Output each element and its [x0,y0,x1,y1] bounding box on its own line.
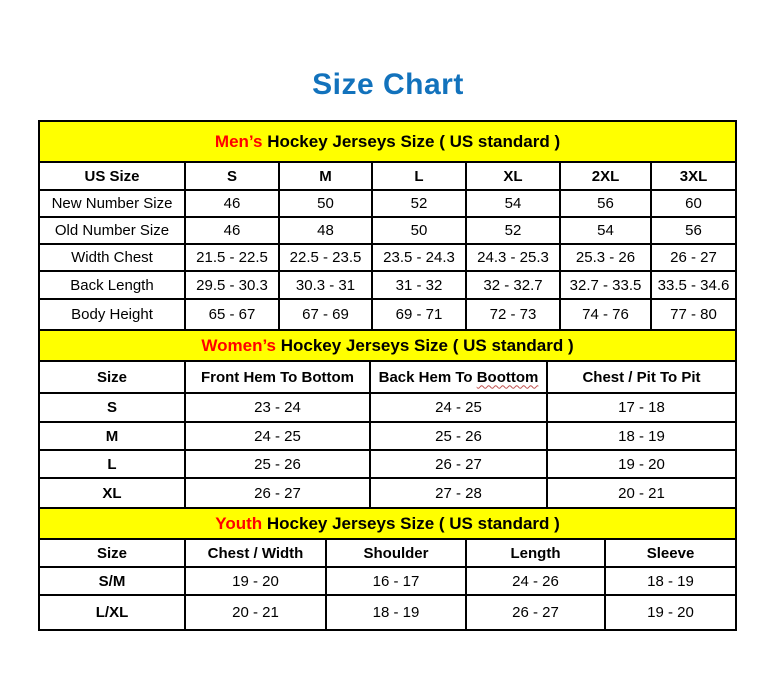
table-row [39,450,736,478]
size-value-cell: 26 - 27 [651,244,736,271]
size-value-cell: 24 - 26 [466,567,605,595]
size-value-cell: 30.3 - 31 [279,271,372,299]
column-header-2xl: 2XL [560,162,651,190]
size-value-cell: 60 [651,190,736,217]
size-value-cell: 18 - 19 [326,595,466,630]
youth-title-rest: Hockey Jerseys Size ( US standard ) [262,513,560,533]
size-value-cell: 74 - 76 [560,299,651,330]
row-label: XL [39,478,185,508]
size-value-cell: 19 - 20 [605,595,736,630]
row-label: Old Number Size [39,217,185,244]
size-value-cell: 18 - 19 [605,567,736,595]
size-value-cell: 20 - 21 [547,478,736,508]
mens-title-rest: Hockey Jerseys Size ( US standard ) [262,131,561,151]
column-header-3xl: 3XL [651,162,736,190]
size-value-cell: 19 - 20 [547,450,736,478]
row-label: Body Height [39,299,185,330]
table-row [39,393,736,422]
size-value-cell: 20 - 21 [185,595,326,630]
size-value-cell: 29.5 - 30.3 [185,271,279,299]
size-value-cell: 65 - 67 [185,299,279,330]
size-value-cell: 56 [560,190,651,217]
size-value-cell: 24 - 25 [370,393,547,422]
size-value-cell: 72 - 73 [466,299,560,330]
row-label: L [39,450,185,478]
size-value-cell: 24.3 - 25.3 [466,244,560,271]
column-header-chest: Chest / Pit To Pit [547,361,736,393]
youth-size-table [38,507,737,631]
size-value-cell: 32.7 - 33.5 [560,271,651,299]
womens-title-highlight: Women’s [201,335,276,355]
size-value-cell: 23.5 - 24.3 [372,244,466,271]
size-value-cell: 69 - 71 [372,299,466,330]
size-value-cell: 25.3 - 26 [560,244,651,271]
size-value-cell: 26 - 27 [185,478,370,508]
row-label: S [39,393,185,422]
column-header-size: Size [39,539,185,567]
size-value-cell: 56 [651,217,736,244]
size-value-cell: 22.5 - 23.5 [279,244,372,271]
size-value-cell: 54 [466,190,560,217]
womens-title-band [39,330,736,361]
mens-title-band [39,121,736,162]
table-row [39,595,736,630]
table-row [39,422,736,450]
size-value-cell: 19 - 20 [185,567,326,595]
column-header-back-hem [370,361,547,393]
size-value-cell: 67 - 69 [279,299,372,330]
youth-header-row [39,539,736,567]
womens-title-rest: Hockey Jerseys Size ( US standard ) [276,335,574,355]
size-value-cell: 77 - 80 [651,299,736,330]
size-value-cell: 46 [185,190,279,217]
size-value-cell: 50 [279,190,372,217]
table-row [39,190,736,217]
column-header-us-size: US Size [39,162,185,190]
row-label: Back Length [39,271,185,299]
youth-title-band-cell [39,508,736,539]
table-row [39,217,736,244]
row-label: New Number Size [39,190,185,217]
column-header-shoulder: Shoulder [326,539,466,567]
table-row [39,567,736,595]
size-value-cell: 32 - 32.7 [466,271,560,299]
womens-header-row [39,361,736,393]
size-value-cell: 23 - 24 [185,393,370,422]
size-value-cell: 27 - 28 [370,478,547,508]
size-value-cell: 24 - 25 [185,422,370,450]
column-header-l: L [372,162,466,190]
youth-title-highlight: Youth [215,513,263,533]
column-header-size: Size [39,361,185,393]
size-tables-container [38,120,735,631]
size-value-cell: 48 [279,217,372,244]
row-label: S/M [39,567,185,595]
mens-header-row [39,162,736,190]
table-row [39,244,736,271]
size-value-cell: 52 [466,217,560,244]
size-value-cell: 52 [372,190,466,217]
size-value-cell: 21.5 - 22.5 [185,244,279,271]
column-header-sleeve: Sleeve [605,539,736,567]
table-row [39,478,736,508]
mens-title-band-cell [39,121,736,162]
column-header-s: S [185,162,279,190]
back-hem-label-prefix: Back Hem To [378,368,477,386]
table-row [39,299,736,330]
size-value-cell: 46 [185,217,279,244]
row-label: L/XL [39,595,185,630]
size-value-cell: 16 - 17 [326,567,466,595]
size-value-cell: 25 - 26 [370,422,547,450]
size-value-cell: 50 [372,217,466,244]
size-value-cell: 17 - 18 [547,393,736,422]
size-value-cell: 26 - 27 [466,595,605,630]
table-row [39,271,736,299]
mens-title-highlight: Men’s [214,131,263,151]
size-value-cell: 31 - 32 [372,271,466,299]
column-header-length: Length [466,539,605,567]
size-value-cell: 54 [560,217,651,244]
column-header-front-hem: Front Hem To Bottom [185,361,370,393]
column-header-chest-width: Chest / Width [185,539,326,567]
youth-title-band [39,508,736,539]
womens-title-band-cell [39,330,736,361]
page-title: Size Chart [312,68,464,101]
column-header-xl: XL [466,162,560,190]
size-value-cell: 25 - 26 [185,450,370,478]
size-value-cell: 26 - 27 [370,450,547,478]
size-value-cell: 18 - 19 [547,422,736,450]
row-label: Width Chest [39,244,185,271]
column-header-m: M [279,162,372,190]
back-hem-misspelled-word: Boottom [476,368,539,386]
size-value-cell: 33.5 - 34.6 [651,271,736,299]
womens-size-table [38,329,737,509]
mens-size-table [38,120,737,331]
row-label: M [39,422,185,450]
